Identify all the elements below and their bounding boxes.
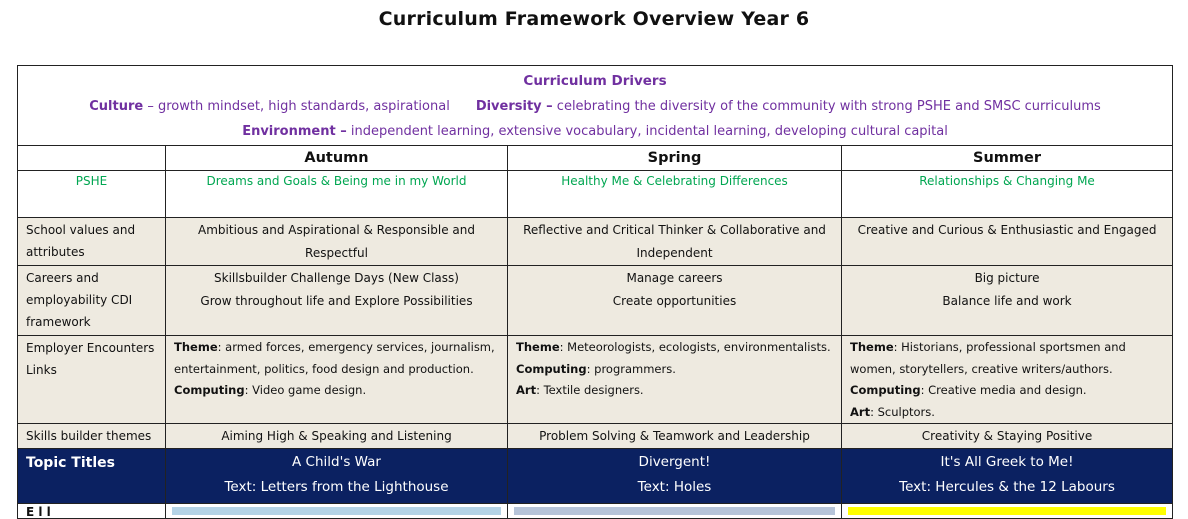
employer-autumn-item: Theme: armed forces, emergency services, journalism, entertainment, politics, food design and production. [174, 340, 495, 376]
values-label: School values and attributes [18, 218, 166, 266]
topic-row [18, 449, 1173, 504]
employer-label: Employer Encounters Links [18, 336, 166, 424]
topic-autumn-text: Text: Letters from the Lighthouse [224, 479, 449, 495]
careers-summer [842, 266, 1173, 336]
seasons-header-row [18, 146, 1173, 171]
pshe-row [18, 171, 1173, 218]
season-spring: Spring [508, 146, 842, 171]
skills-row [18, 424, 1173, 449]
careers-spring-line-2: Create opportunities [612, 294, 737, 308]
pshe-label: PSHE [18, 171, 166, 218]
drivers-line-environment [18, 119, 1172, 144]
environment-label: Environment – [242, 124, 347, 139]
values-spring: Reflective and Critical Thinker & Collaborative and Independent [508, 218, 842, 266]
season-autumn: Autumn [166, 146, 508, 171]
cutoff-autumn [166, 504, 508, 519]
topic-summer-title: It's All Greek to Me! [940, 454, 1074, 470]
values-autumn: Ambitious and Aspirational & Responsible and Respectful [166, 218, 508, 266]
employer-spring-item: Theme: Meteorologists, ecologists, environmentalists. [516, 340, 831, 354]
pshe-autumn: Dreams and Goals & Being me in my World [166, 171, 508, 218]
employer-spring-item: Computing: programmers. [516, 361, 676, 376]
topic-summer-text: Text: Hercules & the 12 Labours [899, 479, 1115, 495]
environment-text: independent learning, extensive vocabulary, incidental learning, developing cultural capital [346, 124, 948, 139]
drivers-line-culture-diversity [18, 94, 1172, 119]
careers-spring-line-1: Manage careers [626, 271, 723, 285]
diversity-label: Diversity – [475, 99, 553, 114]
employer-autumn-item: Computing: Video game design. [174, 383, 367, 397]
cutoff-label: E l l [18, 504, 166, 519]
drivers-heading: Curriculum Drivers [523, 73, 667, 89]
topic-summer [842, 449, 1173, 504]
culture-label: Culture [89, 99, 144, 114]
values-summer: Creative and Curious & Enthusiastic and Engaged [842, 218, 1173, 266]
careers-spring [508, 266, 842, 336]
culture-text: – growth mindset, high standards, aspirational [143, 99, 450, 114]
pshe-spring: Healthy Me & Celebrating Differences [508, 171, 842, 218]
highlight-bar-summer [848, 507, 1166, 515]
topic-spring-text: Text: Holes [637, 479, 712, 495]
topic-label: Topic Titles [18, 449, 166, 504]
highlight-bar-autumn [172, 507, 501, 515]
careers-summer-line-2: Balance life and work [942, 294, 1072, 308]
careers-autumn-line-2: Grow throughout life and Explore Possibilities [200, 294, 473, 308]
employer-summer-item: Theme: Historians, professional sportsmen and women, storytellers, creative writers/authors. [850, 340, 1126, 376]
employer-autumn [166, 336, 508, 424]
page-title: Curriculum Framework Overview Year 6 [378, 8, 810, 30]
employer-spring-item: Art: Textile designers. [516, 383, 644, 397]
highlight-bar-spring [514, 507, 835, 515]
skills-autumn: Aiming High & Speaking and Listening [166, 424, 508, 449]
cutoff-summer [842, 504, 1173, 519]
careers-summer-line-1: Big picture [974, 271, 1040, 285]
topic-spring-title: Divergent! [638, 454, 711, 470]
empty-header-cell [18, 146, 166, 171]
topic-spring [508, 449, 842, 504]
cutoff-row [18, 504, 1173, 519]
careers-row [18, 266, 1173, 336]
employer-summer [842, 336, 1173, 424]
employer-spring [508, 336, 842, 424]
pshe-summer: Relationships & Changing Me [842, 171, 1173, 218]
skills-label: Skills builder themes [18, 424, 166, 449]
topic-autumn-title: A Child's War [292, 454, 381, 470]
employer-row [18, 336, 1173, 424]
careers-label: Careers and employability CDI framework [18, 266, 166, 336]
curriculum-table [17, 65, 1173, 519]
values-row [18, 218, 1173, 266]
topic-autumn [166, 449, 508, 504]
careers-autumn-line-1: Skillsbuilder Challenge Days (New Class) [214, 271, 459, 285]
employer-summer-item: Art: Sculptors. [850, 404, 935, 419]
season-summer: Summer [842, 146, 1173, 171]
drivers-cell [18, 66, 1173, 146]
drivers-row [18, 66, 1173, 146]
diversity-text: celebrating the diversity of the community with strong PSHE and SMSC curriculums [552, 99, 1101, 114]
cutoff-spring [508, 504, 842, 519]
skills-spring: Problem Solving & Teamwork and Leadership [508, 424, 842, 449]
skills-summer: Creativity & Staying Positive [842, 424, 1173, 449]
employer-summer-item: Computing: Creative media and design. [850, 383, 1087, 397]
careers-autumn [166, 266, 508, 336]
